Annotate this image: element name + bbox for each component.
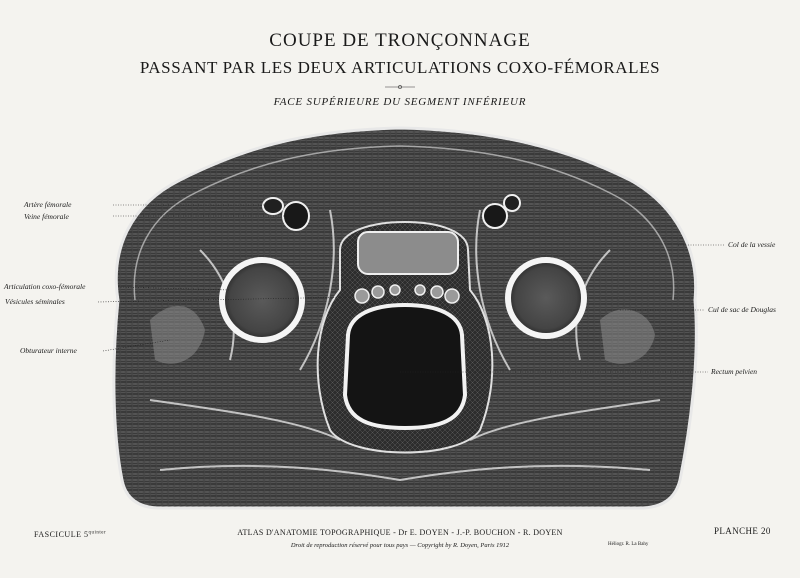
femoral-head-left [222, 260, 302, 340]
footer-fascicule: FASCICULE $5^{quinter}$ [34, 530, 107, 539]
rectum [345, 305, 465, 428]
label-col-de-la-vessie: Col de la vessie [728, 240, 776, 249]
footer-planche: PLANCHE 20 [714, 526, 771, 536]
label-artere-femorale: Artère fémorale [24, 200, 72, 209]
footer-printer: Héliogr. R. La Bahy [608, 542, 649, 547]
label-vesicules-seminales: Vésicules séminales [5, 297, 65, 306]
label-cul-de-sac-de-douglas: Cul de sac de Douglas [708, 305, 776, 314]
plate-title-line2: PASSANT PAR LES DEUX ARTICULATIONS COXO-FÉMORALES [139, 58, 661, 77]
label-veine-femorale: Veine fémorale [24, 212, 69, 221]
footer-copyright: Droit de reproduction réservé pour tous pays — Copyright by R. Doyen, Paris 1912 [290, 542, 510, 549]
plate-subtitle: FACE SUPÉRIEURE DU SEGMENT INFÉRIEUR [273, 96, 527, 108]
bladder-neck [358, 232, 458, 274]
plate-title-line1: COUPE DE TRONÇONNAGE [269, 30, 531, 51]
label-articulation-coxo-femorale: Articulation coxo-fémorale [4, 282, 86, 291]
label-obturateur-interne: Obturateur interne [20, 346, 77, 355]
femoral-head-right [508, 260, 584, 336]
footer-atlas-credit: ATLAS D'ANATOMIE TOPOGRAPHIQUE - Dr E. DOYEN - J.-P. BOUCHON - R. DOYEN [237, 528, 563, 537]
label-rectum-pelvien: Rectum pelvien [711, 367, 758, 376]
